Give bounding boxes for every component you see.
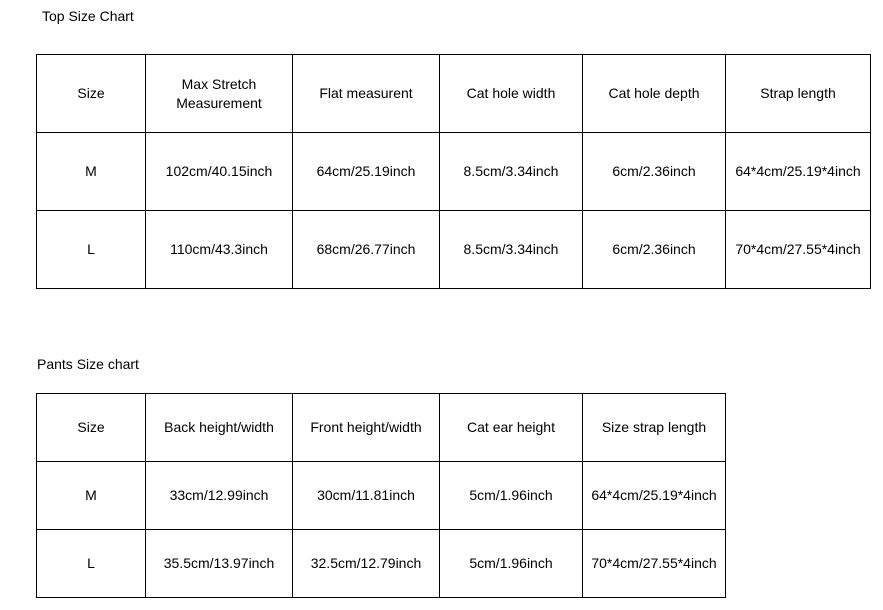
table-row <box>37 530 726 598</box>
table-cell: 33cm/12.99inch <box>146 462 293 530</box>
table-cell: 110cm/43.3inch <box>146 211 293 289</box>
table-cell: 70*4cm/27.55*4inch <box>726 211 871 289</box>
header-cell-size: Size <box>37 394 146 462</box>
table-cell: 64*4cm/25.19*4inch <box>726 133 871 211</box>
table-cell: 5cm/1.96inch <box>440 462 583 530</box>
header-cell-front-height-width: Front height/width <box>293 394 440 462</box>
header-cell-cat-ear-height: Cat ear height <box>440 394 583 462</box>
table-cell-size: M <box>37 133 146 211</box>
table-cell: 6cm/2.36inch <box>583 133 726 211</box>
table-header-row <box>37 55 871 133</box>
table-cell: 64*4cm/25.19*4inch <box>583 462 726 530</box>
table-cell: 70*4cm/27.55*4inch <box>583 530 726 598</box>
header-cell-size-strap-length: Size strap length <box>583 394 726 462</box>
table-row <box>37 133 871 211</box>
table-cell-size: L <box>37 530 146 598</box>
table-cell: 8.5cm/3.34inch <box>440 211 583 289</box>
top-size-chart-title: Top Size Chart <box>42 8 134 24</box>
table-cell: 30cm/11.81inch <box>293 462 440 530</box>
table-cell: 8.5cm/3.34inch <box>440 133 583 211</box>
table-cell: 64cm/25.19inch <box>293 133 440 211</box>
table-cell: 35.5cm/13.97inch <box>146 530 293 598</box>
table-cell: 6cm/2.36inch <box>583 211 726 289</box>
pants-size-table <box>36 393 726 598</box>
table-row <box>37 211 871 289</box>
header-cell-flat-measurement: Flat measurent <box>293 55 440 133</box>
table-cell-size: L <box>37 211 146 289</box>
table-header-row <box>37 394 726 462</box>
header-cell-size: Size <box>37 55 146 133</box>
header-cell-strap-length: Strap length <box>726 55 871 133</box>
header-cell-back-height-width: Back height/width <box>146 394 293 462</box>
table-cell: 32.5cm/12.79inch <box>293 530 440 598</box>
table-row <box>37 462 726 530</box>
top-size-table <box>36 54 871 289</box>
pants-size-chart-title: Pants Size chart <box>37 356 139 372</box>
header-cell-max-stretch: Max Stretch Measurement <box>146 55 293 133</box>
table-cell: 102cm/40.15inch <box>146 133 293 211</box>
table-cell-size: M <box>37 462 146 530</box>
header-cell-cat-hole-depth: Cat hole depth <box>583 55 726 133</box>
table-cell: 5cm/1.96inch <box>440 530 583 598</box>
table-cell: 68cm/26.77inch <box>293 211 440 289</box>
header-cell-cat-hole-width: Cat hole width <box>440 55 583 133</box>
